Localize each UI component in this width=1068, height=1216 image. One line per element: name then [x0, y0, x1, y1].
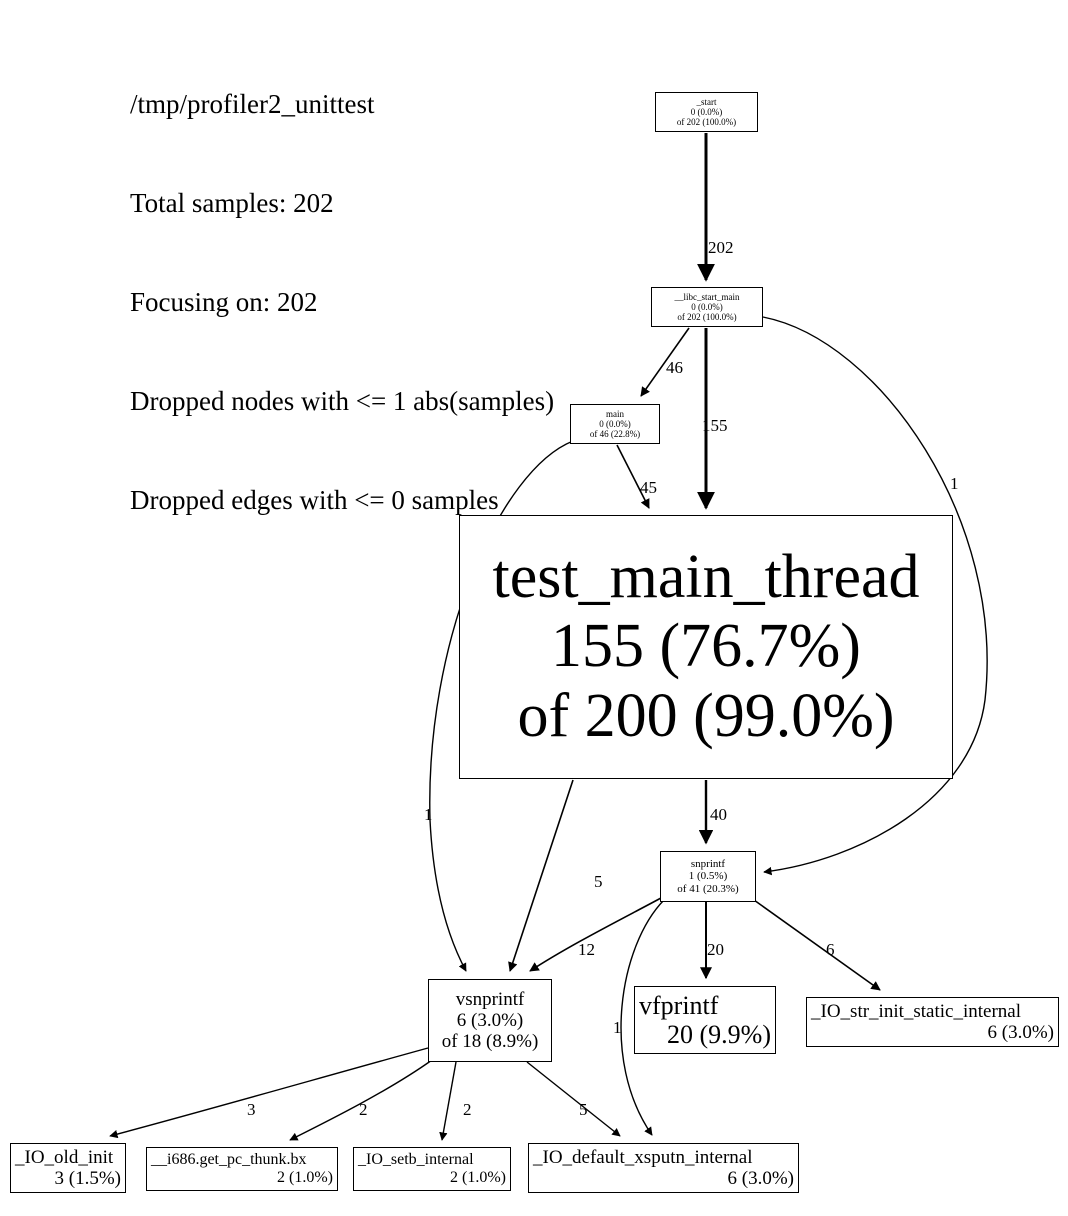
graph-node-io_str_init_static_internal-line-1: 6 (3.0%) — [987, 1022, 1054, 1043]
graph-node-start[interactable] — [655, 92, 758, 132]
edge-label-test_main_thread-to-snprintf: 40 — [710, 805, 727, 824]
graph-node-vsnprintf-line-0: vsnprintf — [455, 988, 525, 1010]
graph-node-io_setb_internal-line-1: 2 (1.0%) — [450, 1169, 506, 1186]
edge-vsnprintf-to-io_default_xsputn_internal — [527, 1062, 620, 1136]
header-line-profile-path: /tmp/profiler2_unittest — [130, 89, 375, 119]
edge-label-main-to-test_main_thread: 45 — [640, 478, 657, 497]
graph-node-vfprintf-line-0: vfprintf — [639, 990, 719, 1020]
graph-node-test_main_thread-line-2: of 200 (99.0%) — [517, 681, 895, 750]
graph-node-start-line-2: of 202 (100.0%) — [676, 117, 737, 128]
edge-label-snprintf-to-vsnprintf: 12 — [578, 940, 595, 959]
edge-snprintf-to-io_str_init_static_internal — [754, 900, 880, 990]
graph-node-main-line-0: main — [606, 408, 624, 419]
graph-node-snprintf-line-2: of 41 (20.3%) — [677, 882, 739, 895]
graph-node-test_main_thread-line-0: test_main_thread — [492, 542, 920, 611]
graph-node-io_setb_internal-line-0: _IO_setb_internal — [358, 1151, 474, 1169]
graph-node-start-line-1: 0 (0.0%) — [690, 106, 723, 117]
graph-node-vfprintf[interactable] — [634, 986, 776, 1054]
edge-vsnprintf-to-io_old_init — [110, 1048, 428, 1136]
edge-label-vsnprintf-to-io_default_xsputn_internal: 5 — [579, 1100, 588, 1119]
graph-node-main[interactable] — [570, 404, 660, 444]
edge-label-snprintf-to-io_str_init_static_internal: 6 — [826, 940, 835, 959]
graph-node-vsnprintf[interactable] — [428, 979, 552, 1062]
graph-node-i686_get_pc_thunk_bx[interactable] — [146, 1147, 338, 1191]
graph-node-io_default_xsputn_internal-line-0: _IO_default_xsputn_internal — [533, 1146, 753, 1168]
graph-node-test_main_thread[interactable] — [459, 515, 953, 779]
graph-node-snprintf-line-0: snprintf — [690, 858, 726, 871]
graph-node-main-line-2: of 46 (22.8%) — [589, 429, 641, 440]
header-line-dropped-edges: Dropped edges with <= 0 samples — [130, 485, 499, 515]
graph-node-vsnprintf-line-2: of 18 (8.9%) — [441, 1031, 539, 1053]
graph-node-snprintf[interactable] — [660, 851, 756, 902]
graph-node-start-line-0: _start — [696, 96, 717, 107]
graph-node-libc_start_main-line-0: __libc_start_main — [674, 291, 740, 302]
graph-node-vfprintf-line-1: 20 (9.9%) — [667, 1020, 771, 1049]
graph-node-io_str_init_static_internal-line-0: _IO_str_init_static_internal — [811, 1000, 1022, 1022]
graph-node-i686_get_pc_thunk_bx-line-0: __i686.get_pc_thunk.bx — [151, 1151, 307, 1169]
edge-label-libc_start_main-to-test_main_thread: 155 — [702, 416, 728, 435]
graph-node-libc_start_main-line-2: of 202 (100.0%) — [677, 312, 737, 323]
graph-node-main-line-1: 0 (0.0%) — [599, 418, 631, 429]
edge-label-test_main_thread-to-vsnprintf: 5 — [594, 872, 603, 891]
graph-node-libc_start_main[interactable] — [651, 287, 763, 327]
graph-node-snprintf-line-1: 1 (0.5%) — [688, 870, 728, 883]
edge-label-libc_start_main-to-main: 46 — [666, 358, 683, 377]
edge-vsnprintf-to-io_setb_internal — [442, 1062, 456, 1140]
graph-header — [130, 22, 554, 583]
graph-node-io_default_xsputn_internal[interactable] — [528, 1143, 799, 1193]
edge-label-snprintf-to-vfprintf: 20 — [707, 940, 724, 959]
header-line-focusing-on: Focusing on: 202 — [130, 287, 318, 317]
graph-node-io_old_init-line-1: 3 (1.5%) — [54, 1168, 121, 1189]
graph-node-io_setb_internal[interactable] — [353, 1147, 511, 1191]
header-line-dropped-nodes: Dropped nodes with <= 1 abs(samples) — [130, 386, 555, 416]
edge-label-start-to-libc_start_main: 202 — [708, 238, 734, 257]
header-line-total-samples: Total samples: 202 — [130, 188, 334, 218]
graph-node-io_default_xsputn_internal-line-1: 6 (3.0%) — [727, 1168, 794, 1189]
edge-label-vsnprintf-to-i686_get_pc_thunk_bx: 2 — [359, 1100, 368, 1119]
edge-main-to-test_main_thread — [617, 445, 649, 508]
graph-node-test_main_thread-line-1: 155 (76.7%) — [551, 612, 861, 681]
graph-node-i686_get_pc_thunk_bx-line-1: 2 (1.0%) — [277, 1169, 333, 1186]
graph-node-libc_start_main-line-1: 0 (0.0%) — [691, 301, 723, 312]
edge-label-snprintf-to-io_default_xsputn_internal: 1 — [613, 1018, 622, 1037]
graph-node-io_old_init[interactable] — [10, 1143, 126, 1193]
edge-label-libc_start_main-to-snprintf: 1 — [950, 474, 959, 493]
graph-node-io_old_init-line-0: _IO_old_init — [15, 1146, 114, 1168]
graph-node-io_str_init_static_internal[interactable] — [806, 997, 1059, 1047]
edge-label-vsnprintf-to-io_setb_internal: 2 — [463, 1100, 472, 1119]
edge-test_main_thread-to-vsnprintf — [510, 780, 573, 971]
edge-label-vsnprintf-to-io_old_init: 3 — [247, 1100, 256, 1119]
edge-label-main-to-vsnprintf: 1 — [424, 805, 433, 824]
edge-snprintf-to-vsnprintf — [530, 898, 661, 971]
graph-node-vsnprintf-line-1: 6 (3.0%) — [456, 1009, 524, 1031]
